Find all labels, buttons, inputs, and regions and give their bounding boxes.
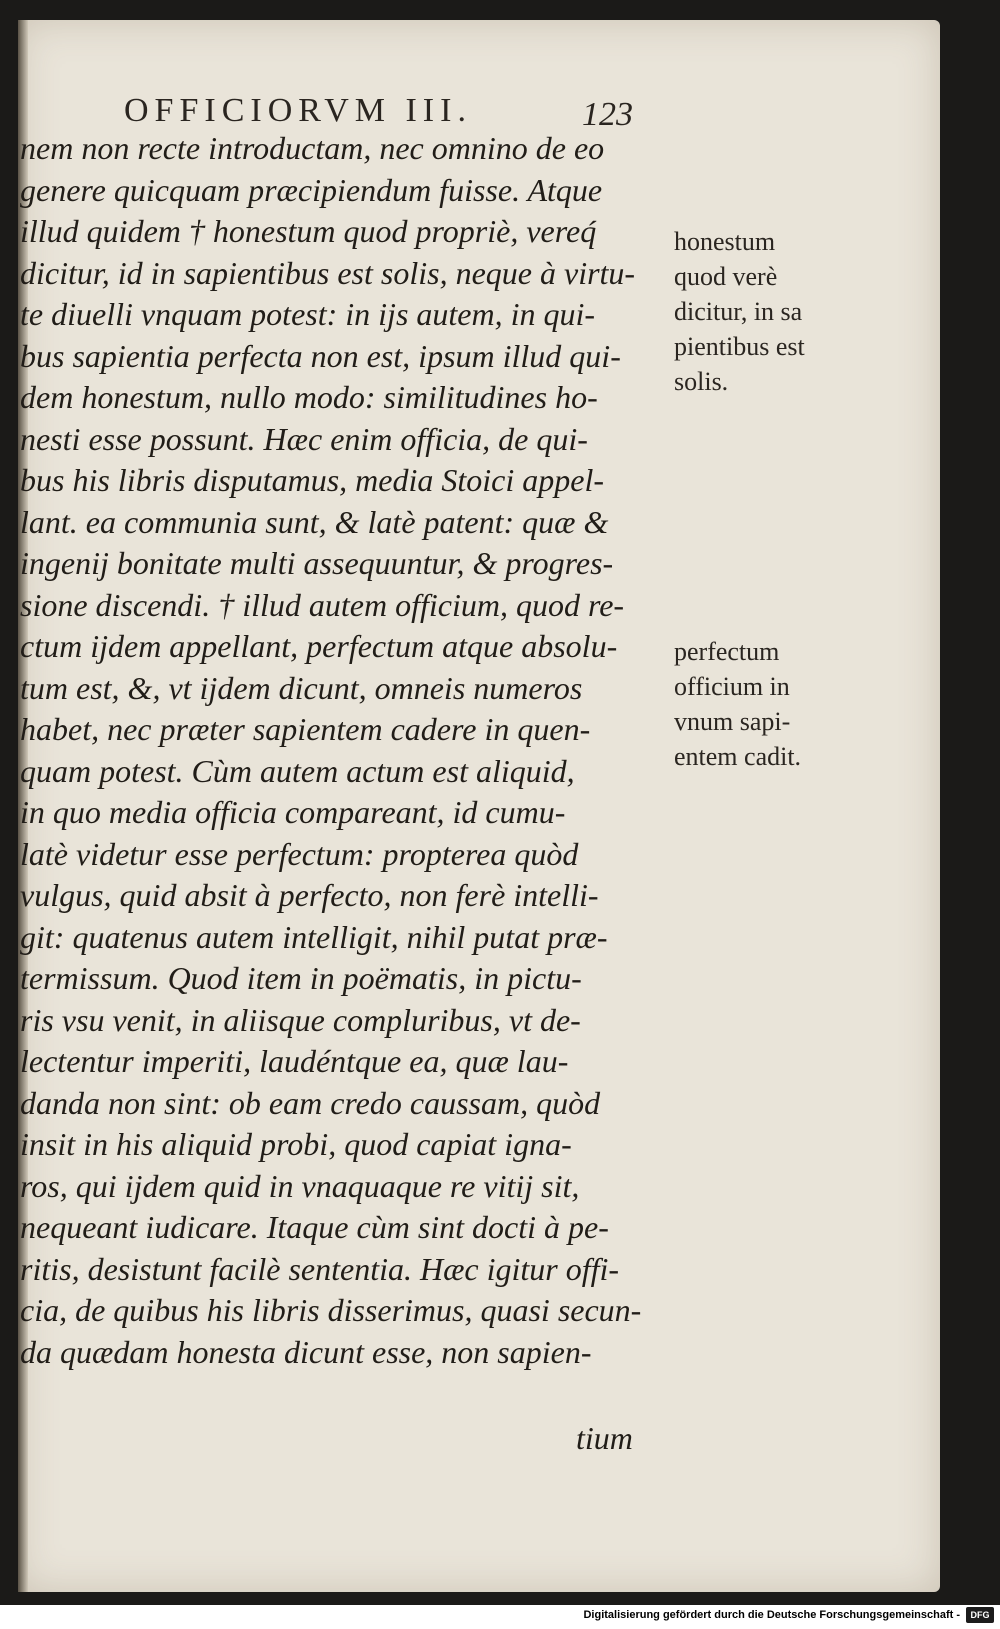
text-line: in quo media officia compareant, id cumu-: [20, 794, 566, 830]
marginal-note-line: entem cadit.: [674, 742, 802, 771]
body-text: [20, 128, 670, 1373]
text-line: cia, de quibus his libris disserimus, quasi secun-: [20, 1292, 642, 1328]
marginal-note-line: pientibus est: [674, 332, 805, 361]
marginal-note-line: honestum: [674, 227, 776, 256]
text-line: latè videtur esse perfectum: propterea quòd: [20, 835, 579, 872]
text-line: tum est, &, vt ijdem dicunt, omneis numeros: [20, 669, 583, 706]
text-line: termissum. Quod item in poëmatis, in pictu-: [20, 960, 582, 996]
text-line: te diuelli vnquam potest: in ijs autem, in qui-: [20, 296, 596, 332]
digitization-footer: [583, 1605, 994, 1625]
marginal-note-line: officium in: [674, 672, 790, 701]
catchword: tium: [576, 1420, 633, 1456]
text-line: genere quicquam præcipiendum fuisse. Atque: [20, 171, 603, 208]
text-line: illud quidem † honestum quod propriè, vereq́: [20, 213, 597, 249]
text-line: habet, nec præter sapientem cadere in quen-: [20, 711, 591, 747]
page-number: 123: [582, 96, 633, 133]
text-line: ingenij bonitate multi assequuntur, & progres-: [20, 545, 614, 581]
marginal-note: [674, 634, 854, 774]
running-head: OFFICIORVM III.: [124, 92, 472, 129]
marginal-note-line: solis.: [674, 367, 729, 396]
text-line: bus sapientia perfecta non est, ipsum illud qui-: [20, 337, 621, 374]
marginal-note-line: quod verè: [674, 262, 778, 291]
text-line: nem non recte introductam, nec omnino de eo: [20, 130, 605, 166]
text-line: nequeant iudicare. Itaque cùm sint docti à pe-: [20, 1209, 609, 1245]
footer-text: Digitalisierung gefördert durch die Deutsche Forschungsgemeinschaft -: [583, 1609, 960, 1621]
marginal-note: [674, 224, 854, 399]
marginal-note-line: dicitur, in sa: [674, 297, 803, 326]
text-line: dicitur, id in sapientibus est solis, neque à virtu-: [20, 254, 636, 291]
marginal-note-line: vnum sapi-: [674, 707, 791, 736]
text-line: da quædam honesta dicunt esse, non sapien-: [20, 1333, 592, 1370]
text-line: lectentur imperiti, laudéntque ea, quæ lau-: [20, 1043, 569, 1079]
text-line: ctum ijdem appellant, perfectum atque absolu-: [20, 628, 618, 664]
text-line: ritis, desistunt facilè sententia. Hæc igitur offi-: [20, 1250, 620, 1287]
text-line: vulgus, quid absit à perfecto, non ferè intelli-: [20, 877, 599, 913]
text-line: insit in his aliquid probi, quod capiat igna-: [20, 1126, 572, 1162]
text-line: quam potest. Cùm autem actum est aliquid,: [20, 752, 575, 789]
dfg-logo: DFG: [966, 1607, 994, 1623]
text-line: sione discendi. † illud autem officium, quod re-: [20, 586, 625, 623]
text-line: dem honestum, nullo modo: similitudines ho-: [20, 379, 598, 415]
text-line: ros, qui ijdem quid in vnaquaque re vitij sit,: [20, 1167, 580, 1204]
text-line: ris vsu venit, in aliisque compluribus, vt de-: [20, 1001, 581, 1038]
text-line: git: quatenus autem intelligit, nihil putat præ-: [20, 918, 608, 955]
marginal-note-line: perfectum: [674, 637, 780, 666]
text-line: danda non sint: ob eam credo caussam, quòd: [20, 1084, 601, 1121]
text-line: nesti esse possunt. Hæc enim officia, de qui-: [20, 420, 588, 457]
text-line: lant. ea communia sunt, & latè patent: quæ &: [20, 503, 609, 540]
text-line: bus his libris disputamus, media Stoici appel-: [20, 462, 604, 498]
